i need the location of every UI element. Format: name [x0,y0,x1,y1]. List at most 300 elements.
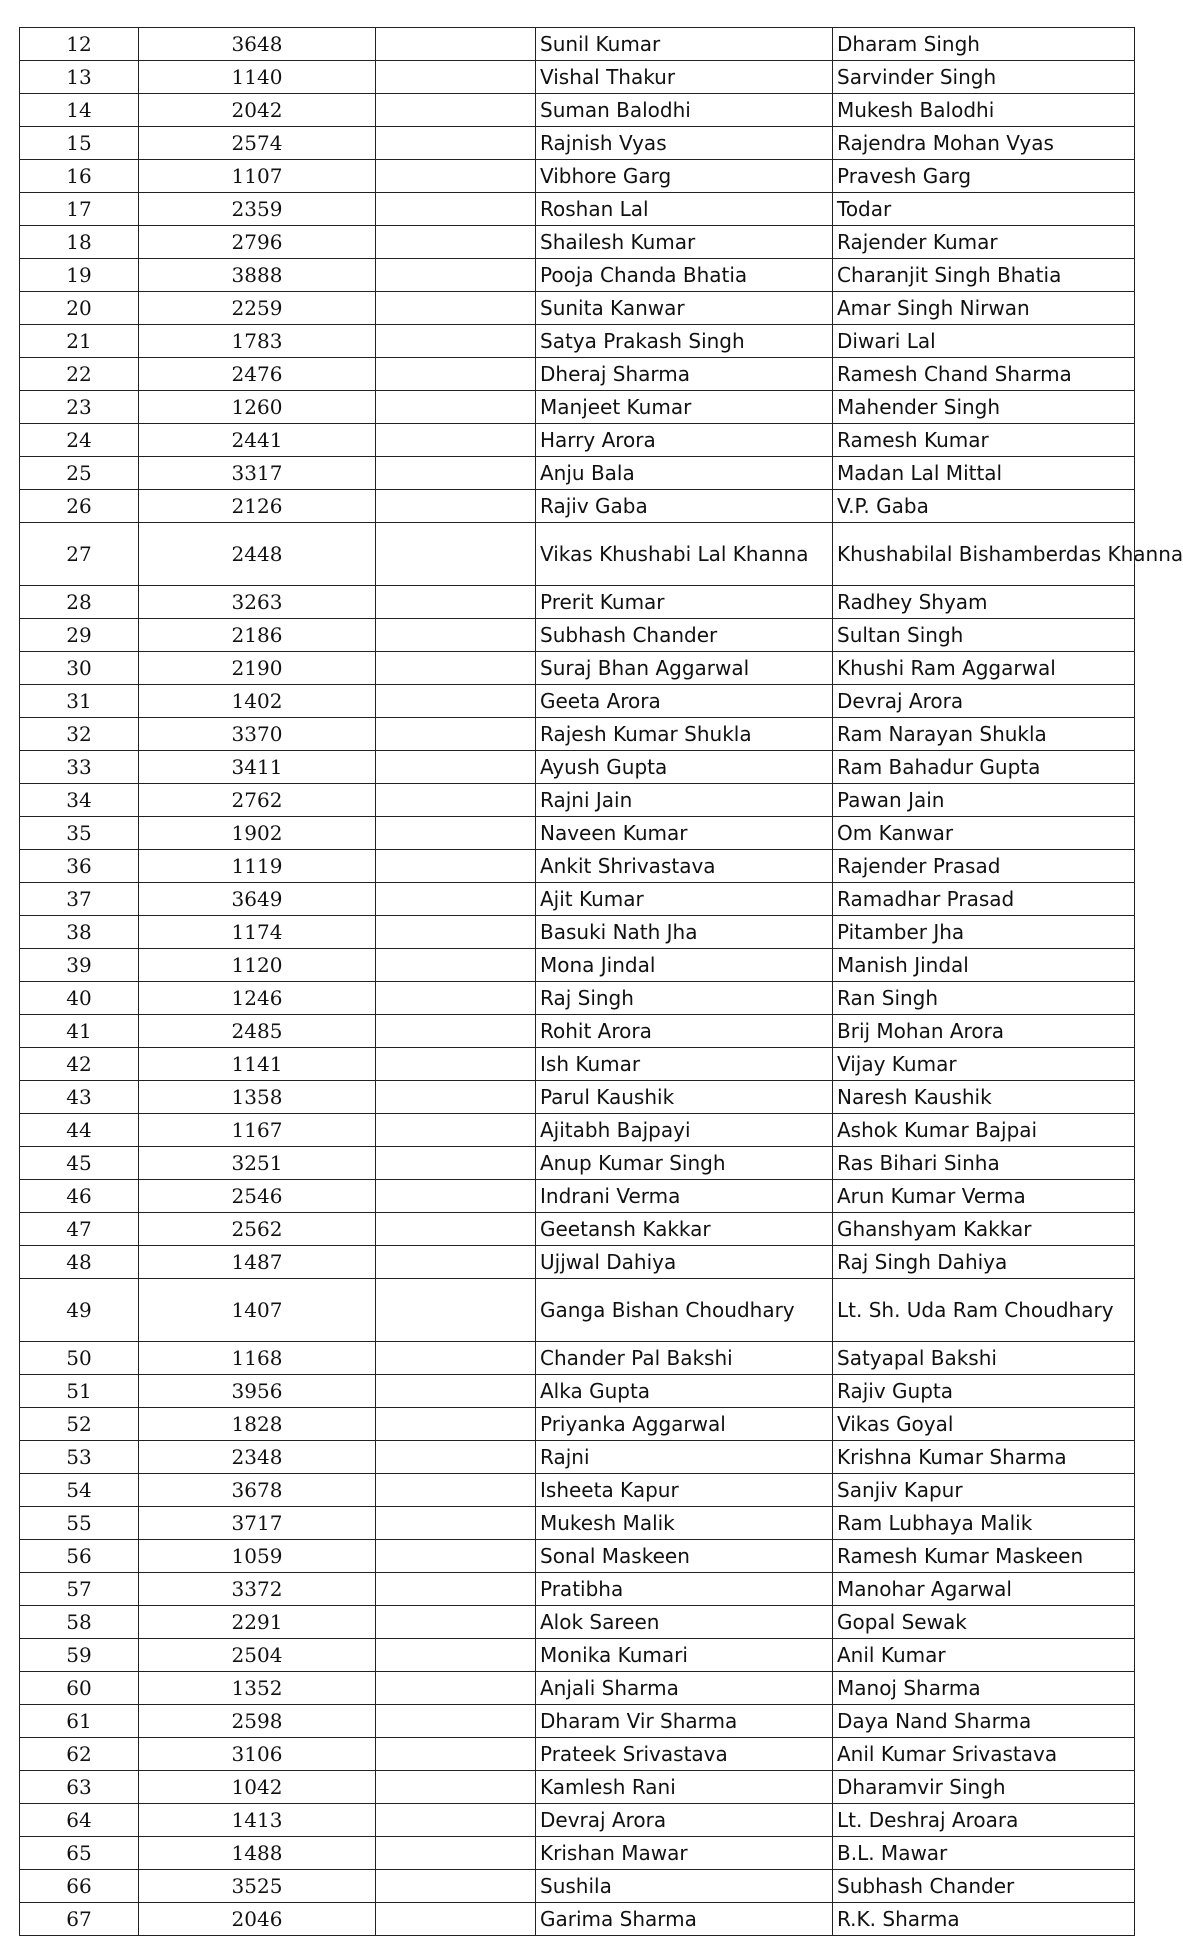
serial-number-cell: 30 [20,652,139,685]
name-cell: Manjeet Kumar [536,391,833,424]
name-cell: Anju Bala [536,457,833,490]
table-row [20,391,1135,424]
blank-cell [376,586,536,619]
name-cell: Pooja Chanda Bhatia [536,259,833,292]
name-cell: Ayush Gupta [536,751,833,784]
name-cell: Vishal Thakur [536,61,833,94]
name-cell: Garima Sharma [536,1903,833,1936]
table-row [20,817,1135,850]
table-row [20,718,1135,751]
id-number-cell: 3678 [139,1474,376,1507]
name-cell: Sunita Kanwar [536,292,833,325]
id-number-cell: 1358 [139,1081,376,1114]
name-cell: Sunil Kumar [536,28,833,61]
serial-number-cell: 33 [20,751,139,784]
table-row [20,325,1135,358]
father-name-cell: Ram Narayan Shukla [833,718,1135,751]
serial-number-cell: 14 [20,94,139,127]
blank-cell [376,127,536,160]
table-row [20,1804,1135,1837]
father-name-cell: Ghanshyam Kakkar [833,1213,1135,1246]
serial-number-cell: 13 [20,61,139,94]
id-number-cell: 2476 [139,358,376,391]
name-cell: Chander Pal Bakshi [536,1342,833,1375]
serial-number-cell: 24 [20,424,139,457]
id-number-cell: 3956 [139,1375,376,1408]
blank-cell [376,523,536,586]
name-cell: Alka Gupta [536,1375,833,1408]
father-name-cell: Ramadhar Prasad [833,883,1135,916]
serial-number-cell: 32 [20,718,139,751]
table-row [20,1342,1135,1375]
name-cell: Rajni Jain [536,784,833,817]
id-number-cell: 3372 [139,1573,376,1606]
blank-cell [376,1081,536,1114]
serial-number-cell: 57 [20,1573,139,1606]
table-row [20,358,1135,391]
id-number-cell: 1120 [139,949,376,982]
name-cell: Ujjwal Dahiya [536,1246,833,1279]
table-row [20,1507,1135,1540]
table-row [20,1474,1135,1507]
father-name-cell: Radhey Shyam [833,586,1135,619]
father-name-cell: R.K. Sharma [833,1903,1135,1936]
table-row [20,1180,1135,1213]
father-name-cell: Mahender Singh [833,391,1135,424]
table-row [20,1705,1135,1738]
father-name-cell: Todar [833,193,1135,226]
serial-number-cell: 31 [20,685,139,718]
id-number-cell: 2546 [139,1180,376,1213]
table-row [20,1672,1135,1705]
id-number-cell: 2504 [139,1639,376,1672]
serial-number-cell: 25 [20,457,139,490]
table-row [20,127,1135,160]
father-name-cell: Naresh Kaushik [833,1081,1135,1114]
blank-cell [376,1114,536,1147]
serial-number-cell: 60 [20,1672,139,1705]
blank-cell [376,1180,536,1213]
name-cell: Indrani Verma [536,1180,833,1213]
father-name-cell: Lt. Deshraj Aroara [833,1804,1135,1837]
name-cell: Geetansh Kakkar [536,1213,833,1246]
id-number-cell: 2448 [139,523,376,586]
name-cell: Ankit Shrivastava [536,850,833,883]
blank-cell [376,325,536,358]
table-row [20,949,1135,982]
serial-number-cell: 64 [20,1804,139,1837]
name-cell: Harry Arora [536,424,833,457]
serial-number-cell: 21 [20,325,139,358]
id-number-cell: 1119 [139,850,376,883]
father-name-cell: Manish Jindal [833,949,1135,982]
records-table [19,27,1183,1936]
serial-number-cell: 47 [20,1213,139,1246]
blank-cell [376,1147,536,1180]
table-row [20,1606,1135,1639]
name-cell: Rajnish Vyas [536,127,833,160]
blank-cell [376,1507,536,1540]
id-number-cell: 1828 [139,1408,376,1441]
blank-cell [376,61,536,94]
serial-number-cell: 67 [20,1903,139,1936]
name-cell: Ganga Bishan Choudhary [536,1279,833,1342]
father-name-cell: Gopal Sewak [833,1606,1135,1639]
father-name-cell: Mukesh Balodhi [833,94,1135,127]
name-cell: Rajni [536,1441,833,1474]
serial-number-cell: 48 [20,1246,139,1279]
id-number-cell: 2762 [139,784,376,817]
blank-cell [376,718,536,751]
father-name-cell: Vijay Kumar [833,1048,1135,1081]
father-name-cell: Lt. Sh. Uda Ram Choudhary [833,1279,1135,1342]
table-row [20,1837,1135,1870]
id-number-cell: 2485 [139,1015,376,1048]
father-name-cell: Pawan Jain [833,784,1135,817]
blank-cell [376,817,536,850]
table-row [20,1903,1135,1936]
serial-number-cell: 36 [20,850,139,883]
blank-cell [376,1672,536,1705]
id-number-cell: 1141 [139,1048,376,1081]
name-cell: Pratibha [536,1573,833,1606]
id-number-cell: 1902 [139,817,376,850]
table-row [20,1048,1135,1081]
name-cell: Mona Jindal [536,949,833,982]
father-name-cell: Daya Nand Sharma [833,1705,1135,1738]
table-row [20,193,1135,226]
id-number-cell: 2186 [139,619,376,652]
name-cell: Rajiv Gaba [536,490,833,523]
name-cell: Prerit Kumar [536,586,833,619]
serial-number-cell: 53 [20,1441,139,1474]
name-cell: Kamlesh Rani [536,1771,833,1804]
blank-cell [376,1048,536,1081]
serial-number-cell: 50 [20,1342,139,1375]
name-cell: Geeta Arora [536,685,833,718]
serial-number-cell: 54 [20,1474,139,1507]
table-row [20,1114,1135,1147]
blank-cell [376,1639,536,1672]
table-row [20,457,1135,490]
father-name-cell: Anil Kumar [833,1639,1135,1672]
name-cell: Raj Singh [536,982,833,1015]
id-number-cell: 1168 [139,1342,376,1375]
serial-number-cell: 35 [20,817,139,850]
father-name-cell: Ran Singh [833,982,1135,1015]
name-cell: Vibhore Garg [536,160,833,193]
blank-cell [376,1870,536,1903]
serial-number-cell: 20 [20,292,139,325]
serial-number-cell: 12 [20,28,139,61]
serial-number-cell: 51 [20,1375,139,1408]
name-cell: Vikas Khushabi Lal Khanna [536,523,833,586]
name-cell: Prateek Srivastava [536,1738,833,1771]
name-cell: Ish Kumar [536,1048,833,1081]
father-name-cell: Pitamber Jha [833,916,1135,949]
id-number-cell: 1487 [139,1246,376,1279]
blank-cell [376,850,536,883]
table-row [20,1870,1135,1903]
table-row [20,1015,1135,1048]
blank-cell [376,1606,536,1639]
blank-cell [376,784,536,817]
table-row [20,1738,1135,1771]
serial-number-cell: 26 [20,490,139,523]
blank-cell [376,1738,536,1771]
name-cell: Krishan Mawar [536,1837,833,1870]
father-name-cell: Vikas Goyal [833,1408,1135,1441]
id-number-cell: 3525 [139,1870,376,1903]
table-row [20,1147,1135,1180]
father-name-cell: Ramesh Kumar [833,424,1135,457]
father-name-cell: Rajender Kumar [833,226,1135,259]
table-row [20,850,1135,883]
name-cell: Mukesh Malik [536,1507,833,1540]
id-number-cell: 3888 [139,259,376,292]
id-number-cell: 3648 [139,28,376,61]
father-name-cell: Rajendra Mohan Vyas [833,127,1135,160]
blank-cell [376,1408,536,1441]
name-cell: Suraj Bhan Aggarwal [536,652,833,685]
id-number-cell: 3251 [139,1147,376,1180]
father-name-cell: Manohar Agarwal [833,1573,1135,1606]
serial-number-cell: 40 [20,982,139,1015]
father-name-cell: Brij Mohan Arora [833,1015,1135,1048]
name-cell: Satya Prakash Singh [536,325,833,358]
id-number-cell: 1488 [139,1837,376,1870]
blank-cell [376,1441,536,1474]
id-number-cell: 1042 [139,1771,376,1804]
id-number-cell: 3411 [139,751,376,784]
blank-cell [376,292,536,325]
father-name-cell: Devraj Arora [833,685,1135,718]
table-row [20,160,1135,193]
id-number-cell: 1783 [139,325,376,358]
id-number-cell: 1407 [139,1279,376,1342]
name-cell: Monika Kumari [536,1639,833,1672]
serial-number-cell: 39 [20,949,139,982]
id-number-cell: 2259 [139,292,376,325]
father-name-cell: Ram Lubhaya Malik [833,1507,1135,1540]
id-number-cell: 2042 [139,94,376,127]
blank-cell [376,259,536,292]
id-number-cell: 3263 [139,586,376,619]
father-name-cell: Anil Kumar Srivastava [833,1738,1135,1771]
name-cell: Shailesh Kumar [536,226,833,259]
id-number-cell: 1246 [139,982,376,1015]
serial-number-cell: 43 [20,1081,139,1114]
father-name-cell: Rajender Prasad [833,850,1135,883]
table-row [20,490,1135,523]
father-name-cell: Khushi Ram Aggarwal [833,652,1135,685]
id-number-cell: 3717 [139,1507,376,1540]
blank-cell [376,652,536,685]
serial-number-cell: 66 [20,1870,139,1903]
father-name-cell: Raj Singh Dahiya [833,1246,1135,1279]
father-name-cell: Krishna Kumar Sharma [833,1441,1135,1474]
id-number-cell: 3370 [139,718,376,751]
name-cell: Subhash Chander [536,619,833,652]
table-row [20,28,1135,61]
father-name-cell: Dharamvir Singh [833,1771,1135,1804]
blank-cell [376,1705,536,1738]
id-number-cell: 2562 [139,1213,376,1246]
id-number-cell: 2348 [139,1441,376,1474]
blank-cell [376,1573,536,1606]
father-name-cell: Satyapal Bakshi [833,1342,1135,1375]
serial-number-cell: 45 [20,1147,139,1180]
id-number-cell: 2574 [139,127,376,160]
father-name-cell: Amar Singh Nirwan [833,292,1135,325]
blank-cell [376,457,536,490]
serial-number-cell: 49 [20,1279,139,1342]
serial-number-cell: 22 [20,358,139,391]
table-row [20,1246,1135,1279]
father-name-cell: Ashok Kumar Bajpai [833,1114,1135,1147]
serial-number-cell: 15 [20,127,139,160]
table-row [20,523,1135,586]
table-row [20,1771,1135,1804]
id-number-cell: 2796 [139,226,376,259]
father-name-cell: Madan Lal Mittal [833,457,1135,490]
id-number-cell: 1260 [139,391,376,424]
serial-number-cell: 18 [20,226,139,259]
serial-number-cell: 19 [20,259,139,292]
blank-cell [376,619,536,652]
blank-cell [376,1771,536,1804]
id-number-cell: 2441 [139,424,376,457]
table-row [20,1213,1135,1246]
table-row [20,1639,1135,1672]
serial-number-cell: 23 [20,391,139,424]
id-number-cell: 1140 [139,61,376,94]
serial-number-cell: 65 [20,1837,139,1870]
name-cell: Sonal Maskeen [536,1540,833,1573]
name-cell: Basuki Nath Jha [536,916,833,949]
blank-cell [376,1804,536,1837]
table-row [20,292,1135,325]
id-number-cell: 3106 [139,1738,376,1771]
serial-number-cell: 46 [20,1180,139,1213]
serial-number-cell: 16 [20,160,139,193]
table-row [20,586,1135,619]
serial-number-cell: 56 [20,1540,139,1573]
blank-cell [376,751,536,784]
blank-cell [376,1903,536,1936]
serial-number-cell: 17 [20,193,139,226]
blank-cell [376,916,536,949]
name-cell: Rohit Arora [536,1015,833,1048]
table-row [20,1375,1135,1408]
blank-cell [376,28,536,61]
name-cell: Dheraj Sharma [536,358,833,391]
table-row [20,685,1135,718]
blank-cell [376,358,536,391]
id-number-cell: 1352 [139,1672,376,1705]
father-name-cell: Pravesh Garg [833,160,1135,193]
serial-number-cell: 55 [20,1507,139,1540]
blank-cell [376,1540,536,1573]
name-cell: Ajitabh Bajpayi [536,1114,833,1147]
table-row [20,1540,1135,1573]
father-name-cell: V.P. Gaba [833,490,1135,523]
blank-cell [376,1279,536,1342]
id-number-cell: 3649 [139,883,376,916]
father-name-cell: Ramesh Chand Sharma [833,358,1135,391]
id-number-cell: 1174 [139,916,376,949]
blank-cell [376,1213,536,1246]
serial-number-cell: 58 [20,1606,139,1639]
name-cell: Alok Sareen [536,1606,833,1639]
id-number-cell: 2598 [139,1705,376,1738]
table-row [20,751,1135,784]
serial-number-cell: 62 [20,1738,139,1771]
table-row [20,916,1135,949]
blank-cell [376,982,536,1015]
father-name-cell: Charanjit Singh Bhatia [833,259,1135,292]
name-cell: Dharam Vir Sharma [536,1705,833,1738]
blank-cell [376,94,536,127]
name-cell: Sushila [536,1870,833,1903]
table-row [20,94,1135,127]
serial-number-cell: 34 [20,784,139,817]
serial-number-cell: 41 [20,1015,139,1048]
blank-cell [376,1474,536,1507]
father-name-cell: Ramesh Kumar Maskeen [833,1540,1135,1573]
blank-cell [376,883,536,916]
blank-cell [376,1246,536,1279]
father-name-cell: Ram Bahadur Gupta [833,751,1135,784]
id-number-cell: 1413 [139,1804,376,1837]
father-name-cell: Sanjiv Kapur [833,1474,1135,1507]
blank-cell [376,160,536,193]
serial-number-cell: 63 [20,1771,139,1804]
name-cell: Suman Balodhi [536,94,833,127]
serial-number-cell: 29 [20,619,139,652]
table-row [20,784,1135,817]
name-cell: Rajesh Kumar Shukla [536,718,833,751]
serial-number-cell: 61 [20,1705,139,1738]
father-name-cell: Arun Kumar Verma [833,1180,1135,1213]
id-number-cell: 1059 [139,1540,376,1573]
name-cell: Parul Kaushik [536,1081,833,1114]
table-row [20,1279,1135,1342]
blank-cell [376,226,536,259]
name-cell: Devraj Arora [536,1804,833,1837]
id-number-cell: 2190 [139,652,376,685]
table-row [20,652,1135,685]
records-table-body [20,28,1183,1936]
table-row [20,226,1135,259]
father-name-cell: Ras Bihari Sinha [833,1147,1135,1180]
blank-cell [376,1375,536,1408]
name-cell: Anup Kumar Singh [536,1147,833,1180]
blank-cell [376,685,536,718]
father-name-cell: Manoj Sharma [833,1672,1135,1705]
table-row [20,1573,1135,1606]
table-row [20,883,1135,916]
id-number-cell: 3317 [139,457,376,490]
blank-cell [376,1837,536,1870]
serial-number-cell: 37 [20,883,139,916]
table-row [20,61,1135,94]
serial-number-cell: 27 [20,523,139,586]
blank-cell [376,1342,536,1375]
id-number-cell: 2359 [139,193,376,226]
serial-number-cell: 52 [20,1408,139,1441]
serial-number-cell: 59 [20,1639,139,1672]
